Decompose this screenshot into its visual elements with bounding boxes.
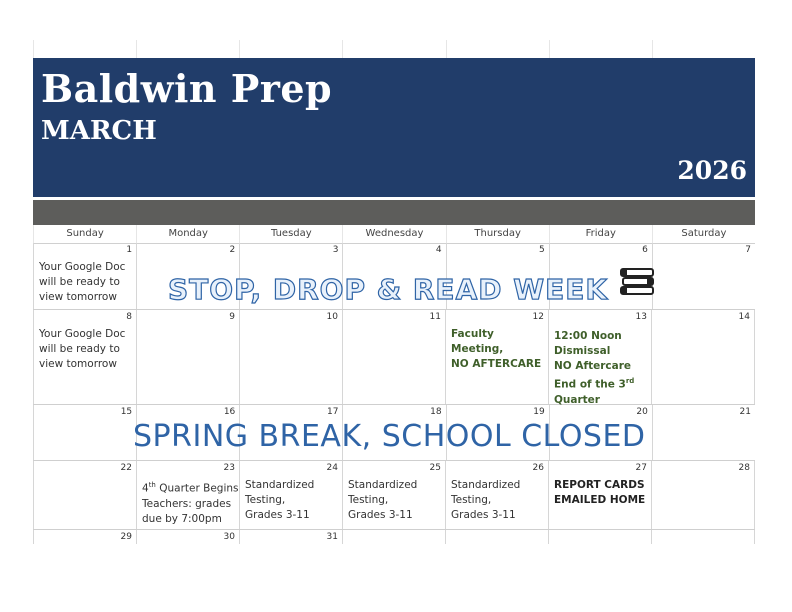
day-cell bbox=[239, 310, 342, 404]
calendar-page bbox=[33, 40, 755, 542]
day-cell bbox=[239, 530, 342, 544]
day-number: 8 bbox=[126, 312, 132, 322]
day-cell bbox=[445, 530, 548, 544]
day-cell bbox=[342, 530, 445, 544]
day-number: 7 bbox=[745, 245, 751, 255]
day-number: 24 bbox=[326, 463, 338, 473]
day-number: 23 bbox=[223, 463, 235, 473]
day-number: 25 bbox=[429, 463, 441, 473]
testing-note: Standardized Testing, Grades 3-11 bbox=[348, 479, 418, 521]
week-row bbox=[33, 461, 755, 530]
day-number: 14 bbox=[738, 312, 750, 322]
day-number: 9 bbox=[229, 312, 235, 322]
day-cell bbox=[342, 461, 445, 529]
weekday-thursday: Thursday bbox=[446, 225, 549, 243]
testing-note: Standardized Testing, Grades 3-11 bbox=[451, 479, 521, 521]
school-name: Baldwin Prep bbox=[41, 66, 333, 111]
quarter-begins-note bbox=[142, 478, 239, 527]
day-cell bbox=[136, 461, 239, 529]
weekday-monday: Monday bbox=[136, 225, 239, 243]
testing-note: Standardized Testing, Grades 3-11 bbox=[245, 479, 315, 521]
day-number: 19 bbox=[533, 407, 545, 417]
day-number: 2 bbox=[229, 245, 236, 255]
calendar-header bbox=[33, 58, 755, 197]
note-text: 4 bbox=[142, 482, 149, 495]
day-cell bbox=[651, 530, 755, 544]
day-number: 18 bbox=[430, 407, 442, 417]
weekday-saturday: Saturday bbox=[652, 225, 755, 243]
day-cell bbox=[136, 310, 239, 404]
note-text: 12:00 Noon Dismissal NO Aftercare End of the 3 bbox=[554, 330, 631, 391]
faculty-meeting-note: Faculty Meeting, NO AFTERCARE bbox=[451, 328, 542, 370]
day-note: Your Google Doc will be ready to view tomorrow bbox=[39, 328, 126, 370]
year-label: 2026 bbox=[677, 156, 747, 185]
day-cell bbox=[651, 310, 755, 404]
day-number: 28 bbox=[738, 463, 750, 473]
day-cell bbox=[445, 461, 548, 529]
calendar-grid bbox=[33, 243, 755, 544]
day-number: 17 bbox=[326, 407, 339, 417]
early-dismissal-note bbox=[554, 329, 634, 408]
week-row bbox=[33, 405, 755, 461]
month-title: MARCH bbox=[41, 116, 157, 146]
day-number: 11 bbox=[429, 312, 441, 322]
day-number: 10 bbox=[326, 312, 338, 322]
week-row bbox=[33, 243, 755, 310]
day-number: 3 bbox=[332, 245, 339, 255]
day-cell bbox=[651, 461, 755, 529]
weekday-sunday: Sunday bbox=[33, 225, 136, 243]
weekday-header-row bbox=[33, 225, 755, 244]
note-text: Teachers: grades due by 7:00pm bbox=[142, 497, 232, 525]
superscript: rd bbox=[625, 377, 635, 385]
day-number: 22 bbox=[120, 463, 132, 473]
day-cell bbox=[342, 310, 445, 404]
day-cell bbox=[239, 461, 342, 529]
day-number: 31 bbox=[326, 532, 338, 542]
week-row bbox=[33, 530, 755, 544]
day-cell bbox=[136, 530, 239, 544]
day-number: 4 bbox=[435, 245, 442, 255]
report-cards-note: REPORT CARDS EMAILED HOME bbox=[554, 479, 646, 506]
day-number: 21 bbox=[739, 407, 751, 417]
day-number: 5 bbox=[538, 245, 545, 255]
day-note: Your Google Doc will be ready to view tomorrow bbox=[39, 261, 126, 303]
day-number: 20 bbox=[636, 407, 648, 417]
day-number: 12 bbox=[532, 312, 544, 322]
day-number: 13 bbox=[635, 312, 647, 322]
day-cell bbox=[652, 243, 755, 309]
day-cell bbox=[445, 310, 548, 404]
day-number: 27 bbox=[635, 463, 647, 473]
day-cell bbox=[33, 243, 136, 309]
day-number: 29 bbox=[120, 532, 132, 542]
week-row bbox=[33, 310, 755, 405]
weekday-wednesday: Wednesday bbox=[342, 225, 445, 243]
day-number: 1 bbox=[126, 245, 133, 255]
note-text: Quarter bbox=[554, 393, 600, 406]
read-week-banner: STOP, DROP & READ WEEK bbox=[168, 273, 609, 306]
day-number: 15 bbox=[120, 407, 133, 417]
day-number: 26 bbox=[532, 463, 544, 473]
day-cell bbox=[548, 461, 651, 529]
day-cell bbox=[548, 310, 651, 404]
day-cell bbox=[33, 405, 136, 460]
books-icon bbox=[618, 267, 656, 297]
spring-break-banner: SPRING BREAK, SCHOOL CLOSED bbox=[133, 419, 646, 454]
day-cell bbox=[652, 405, 755, 460]
note-text: Quarter Begins bbox=[155, 482, 239, 495]
top-grid-lines bbox=[33, 40, 755, 58]
superscript: th bbox=[148, 481, 156, 489]
day-number: 30 bbox=[223, 532, 235, 542]
weekday-tuesday: Tuesday bbox=[239, 225, 342, 243]
weekday-friday: Friday bbox=[549, 225, 652, 243]
day-cell bbox=[33, 461, 136, 529]
day-number: 6 bbox=[642, 245, 648, 255]
day-cell bbox=[548, 530, 651, 544]
day-cell bbox=[33, 310, 136, 404]
divider-band bbox=[33, 200, 755, 225]
day-number: 16 bbox=[223, 407, 236, 417]
day-cell bbox=[33, 530, 136, 544]
